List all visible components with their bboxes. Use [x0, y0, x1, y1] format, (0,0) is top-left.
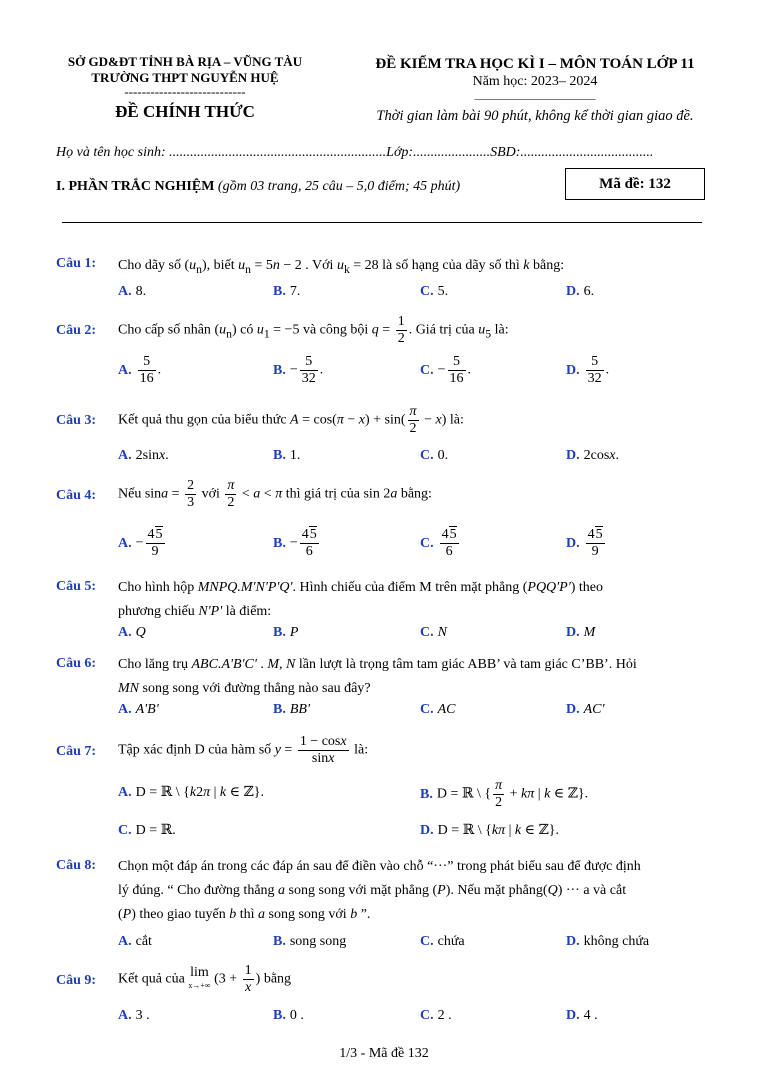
- year-rule: ______________________: [474, 89, 596, 101]
- q1-option-b[interactable]: B. 7.: [273, 284, 301, 299]
- section-detail: (gồm 03 trang, 25 câu – 5,0 điểm; 45 phút): [217, 179, 461, 194]
- dash-divider: ----------------------------: [124, 84, 246, 99]
- q9-label: Câu 9:: [56, 973, 97, 988]
- q5-text: Cho hình hộp MNPQ.M'N'P'Q'. Hình chiếu của điểm M trên mặt phẳng (PQQ'P') theo phương chiếu N'P' là điểm:: [118, 580, 603, 619]
- q1-text: Cho dãy số $(u_n)$, biết $u_n = 5n - 2$ . Với $u_k = 28$ là số hạng của dãy số thì k bằng:: [118, 258, 565, 276]
- q9-option-d[interactable]: D. 4 .: [566, 1008, 598, 1023]
- q7-option-a[interactable]: A. D = ℝ \ {k2π | k ∈ ℤ}.: [118, 785, 264, 800]
- q4-label: Câu 4:: [56, 488, 97, 503]
- q9-option-b[interactable]: B. 0 .: [273, 1008, 304, 1023]
- q3-label: Câu 3:: [56, 413, 97, 428]
- department-name: SỞ GD&ĐT TỈNH BÀ RỊA – VŨNG TÀU: [67, 54, 303, 69]
- class-blank[interactable]: ......................: [413, 145, 491, 160]
- q2-option-d[interactable]: D. $\frac{5}{32}$ .: [566, 354, 610, 386]
- q1-option-a[interactable]: A. 8.: [118, 284, 147, 299]
- name-blank[interactable]: ..............................................................: [169, 145, 387, 160]
- q5-option-d[interactable]: D. M: [566, 625, 596, 640]
- sbd-label: SBD:: [490, 145, 521, 160]
- time-note: Thời gian làm bài 90 phút, không kể thời gian giao đề.: [376, 108, 694, 124]
- school-name: TRƯỜNG THPT NGUYỄN HUỆ: [91, 70, 279, 85]
- q7-option-b[interactable]: B. D = ℝ \ { $\frac{\pi}{2}$ + kπ | k ∈ ℤ}.: [420, 778, 589, 810]
- q8-option-b[interactable]: B. song song: [273, 934, 347, 949]
- q8-option-d[interactable]: D. không chứa: [566, 934, 650, 949]
- q9-option-c[interactable]: C. 2 .: [420, 1008, 452, 1023]
- q7-label: Câu 7:: [56, 744, 97, 759]
- exam-code-box: Mã đề: 132: [565, 168, 705, 200]
- q3-option-d[interactable]: D. 2cosx.: [566, 448, 620, 463]
- q4-option-c[interactable]: C. $\frac{45}{6}$: [420, 527, 457, 559]
- q8-text: Chọn một đáp án trong các đáp án sau để điền vào chỗ “···” trong phát biểu sau để được định lý đúng. “ Cho đường thẳng a song song với mặt phẳng (P). Nếu mặt phẳng(Q) ··· a và cắt (P) theo giao tuyến b thì a song song với b ”.: [118, 859, 641, 922]
- q6-option-d[interactable]: D. AC': [566, 702, 605, 717]
- q4-text: Nếu sina = $\frac{2}{3}$ với $\frac{\pi}{2}$ < a < π thì giá trị của sin 2a bằng:: [118, 478, 432, 510]
- q8-option-c[interactable]: C. chứa: [420, 934, 465, 949]
- q4-option-b[interactable]: B. − $\frac{45}{6}$: [273, 527, 317, 559]
- q1-option-c[interactable]: C. 5.: [420, 284, 449, 299]
- q2-option-c[interactable]: C. − $\frac{5}{16}$ .: [420, 354, 472, 386]
- q2-option-b[interactable]: B. − $\frac{5}{32}$ .: [273, 354, 324, 386]
- q7-option-c[interactable]: C. D = ℝ.: [118, 823, 176, 838]
- name-label: Họ và tên học sinh:: [56, 145, 166, 160]
- q5-label: Câu 5:: [56, 579, 97, 594]
- school-year: Năm học: 2023– 2024: [472, 74, 598, 89]
- class-label: Lớp:: [386, 145, 414, 160]
- q2-text: Cho cấp số nhân $(u_n)$ có $u_1 = -5$ và công bội q = $\frac{1}{2}$ . Giá trị của $u_5$ là:: [118, 314, 509, 346]
- q8-option-a[interactable]: A. cắt: [118, 934, 152, 949]
- section-title: I. PHẦN TRẮC NGHIỆM: [56, 179, 215, 194]
- q5-option-c[interactable]: C. N: [420, 625, 447, 640]
- q9-text: Kết quả của lim x→+∞ (3 + $\frac{1}{x}$ ) bằng: [118, 963, 292, 995]
- header-right: [340, 55, 730, 125]
- q4-option-a[interactable]: A. − $\frac{45}{9}$: [118, 527, 163, 559]
- page-footer: 1/3 - Mã đề 132: [339, 1046, 429, 1061]
- student-info-line: [56, 145, 653, 161]
- q9-option-a[interactable]: A. 3 .: [118, 1008, 150, 1023]
- q2-option-a[interactable]: A. $\frac{5}{16}$ .: [118, 354, 162, 386]
- q3-option-a[interactable]: A. 2sinx.: [118, 448, 169, 463]
- section-divider: [62, 222, 702, 223]
- section-heading: [56, 179, 460, 195]
- q7-option-d[interactable]: D. D = ℝ \ {kπ | k ∈ ℤ}.: [420, 823, 559, 838]
- q8-label: Câu 8:: [56, 858, 97, 873]
- q1-label: Câu 1:: [56, 256, 97, 271]
- header-left: [40, 54, 330, 120]
- q5-option-b[interactable]: B. P: [273, 625, 299, 640]
- q7-text: Tập xác định D của hàm số y = $\frac{1 - \cos x}{\sin x}$ là:: [118, 734, 369, 766]
- q1-option-d[interactable]: D. 6.: [566, 284, 595, 299]
- q5-option-a[interactable]: A. Q: [118, 625, 146, 640]
- q3-option-b[interactable]: B. 1.: [273, 448, 301, 463]
- q3-option-c[interactable]: C. 0.: [420, 448, 449, 463]
- exam-title: ĐỀ KIỂM TRA HỌC KÌ I – MÔN TOÁN LỚP 11: [375, 56, 695, 72]
- sbd-blank[interactable]: ......................................: [520, 145, 654, 160]
- q2-label: Câu 2:: [56, 323, 97, 338]
- q6-option-b[interactable]: B. BB': [273, 702, 310, 717]
- q6-option-a[interactable]: A. A'B': [118, 702, 159, 717]
- q3-text: Kết quả thu gọn của biểu thức A = cos(π − x) + sin( $\frac{\pi}{2}$ − x) là:: [118, 404, 464, 436]
- official-label: ĐỀ CHÍNH THỨC: [115, 102, 255, 121]
- q6-label: Câu 6:: [56, 656, 97, 671]
- q6-text: Cho lăng trụ ABC.A'B'C' . M, N lần lượt là trọng tâm tam giác ABB’ và tam giác C’BB’. Hỏi MN song song với đường thẳng nào sau đây?: [118, 657, 637, 696]
- q4-option-d[interactable]: D. $\frac{45}{9}$: [566, 527, 603, 559]
- q6-option-c[interactable]: C. AC: [420, 702, 456, 717]
